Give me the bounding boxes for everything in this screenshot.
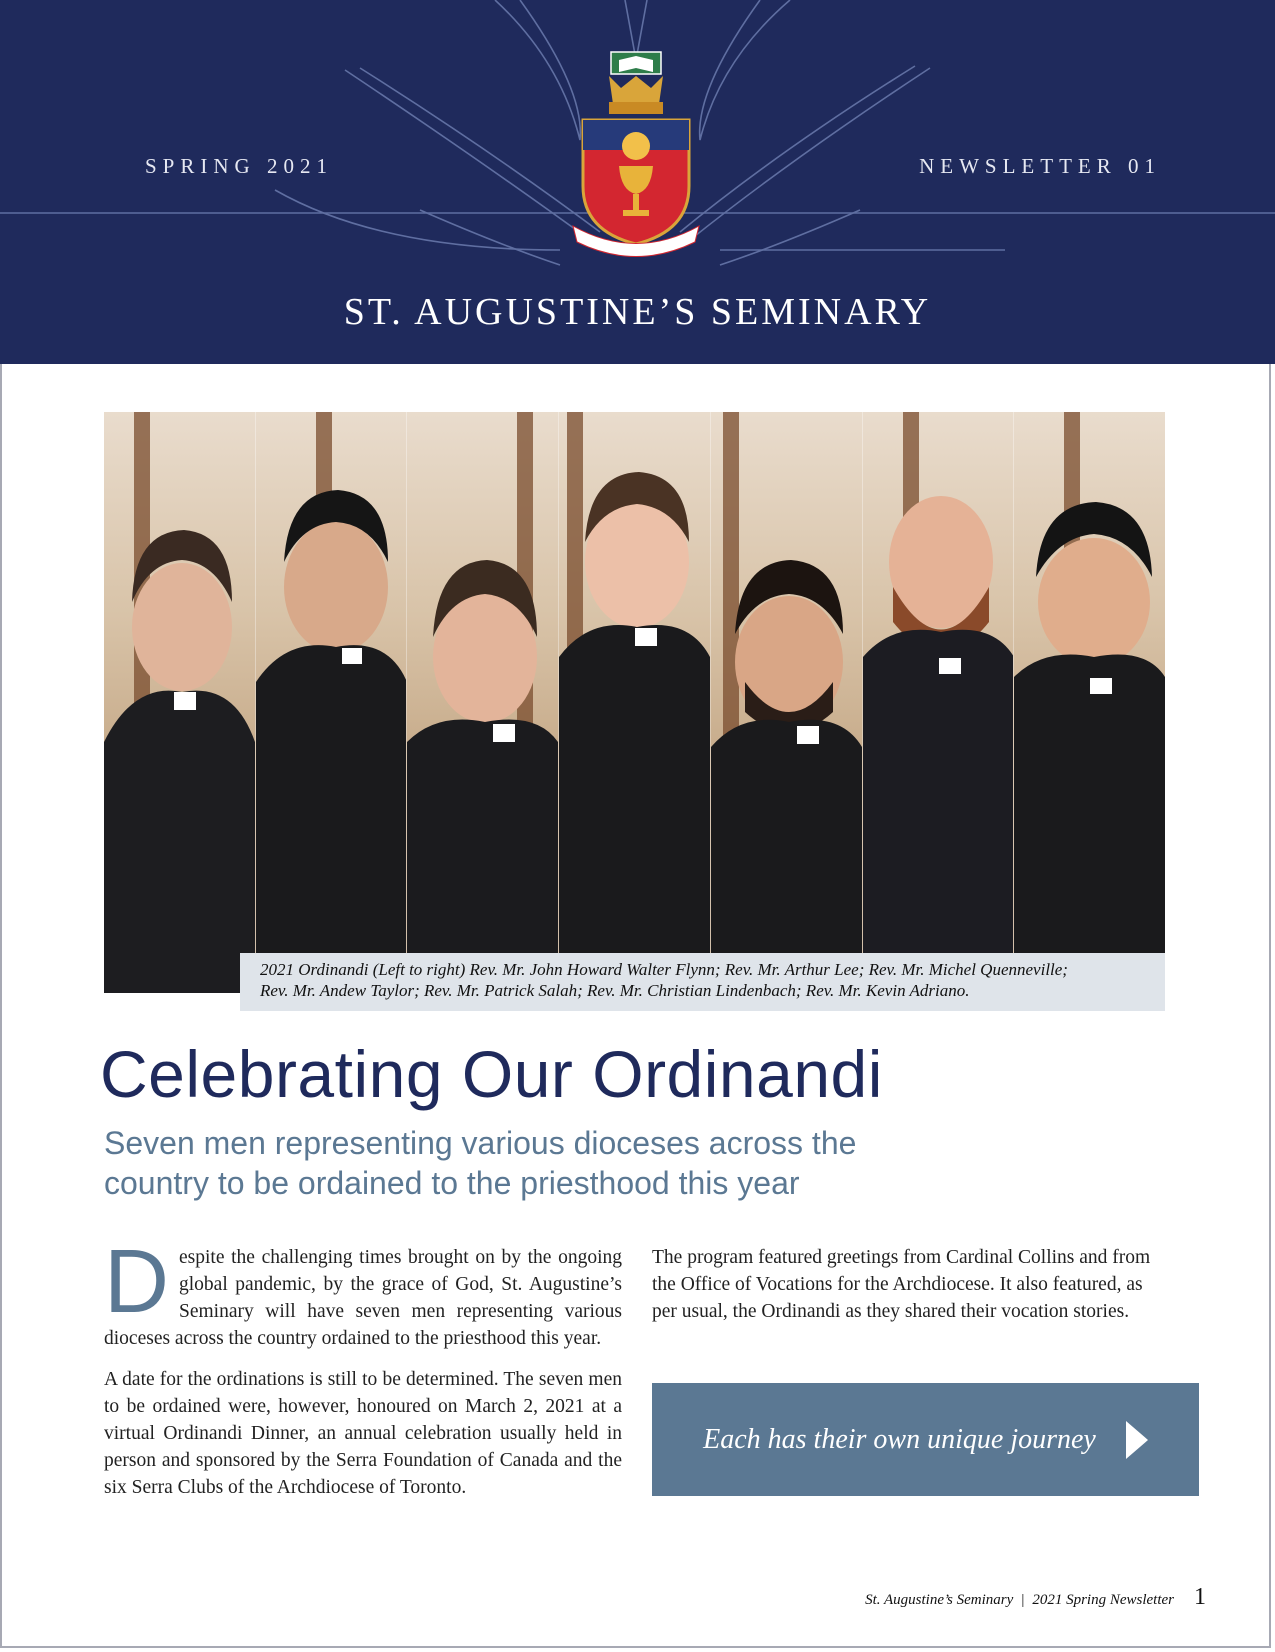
article-subheadline [104,1123,1004,1203]
portrait-panel [1014,412,1165,993]
caption-line: Rev. Mr. Andew Taylor; Rev. Mr. Patrick Salah; Rev. Mr. Christian Lindenbach; Rev. Mr. Kevin Adriano. [260,981,970,1000]
article-column-left [104,1232,622,1515]
person-silhouette-icon [1014,412,1165,993]
person-silhouette-icon [863,412,1014,993]
article-column-right [652,1244,1170,1339]
footer-separator: | [1021,1592,1025,1608]
portrait-panel [711,412,863,993]
article-paragraph: A date for the ordinations is still to be determined. The seven men to be ordained were, however, honoured on March 2, 2021 at a virtual Ordinandi Dinner, an annual celebration usually held in person and sponsored by the Serra Foundation of Canada and the six Serra Clubs of the Archdiocese of Toronto. [104,1369,622,1498]
portrait-panel [104,412,256,993]
play-arrow-icon [1126,1421,1148,1459]
person-silhouette-icon [104,412,255,993]
issue-label: SPRING 2021 [145,154,333,178]
drop-cap: D [104,1232,169,1332]
person-silhouette-icon [407,412,558,993]
person-silhouette-icon [711,412,862,993]
article-paragraph [104,1232,622,1352]
subheadline-line: country to be ordained to the priesthood this year [104,1165,800,1201]
portrait-panel [256,412,408,993]
newsletter-number: NEWSLETTER 01 [919,154,1161,178]
school-name: ST. AUGUSTINE’S SEMINARY [343,291,932,333]
article-paragraph: The program featured greetings from Cardinal Collins and from the Office of Vocations for the Archdiocese. It also featured, as per usual, the Ordinandi as they shared their vocation stories. [652,1247,1151,1322]
person-silhouette-icon [559,412,710,993]
unique-journey-button[interactable] [652,1383,1199,1496]
paragraph-text: espite the challenging times brought on by the ongoing global pandemic, by the grace of God, St. Augustine’s Seminary will have seven men representing various dioceses across the country ordained to the priesthood this year. [104,1247,622,1349]
footer-publication: St. Augustine’s Seminary [865,1592,1014,1608]
ordinandi-photo [104,412,1165,993]
footer-issue: 2021 Spring Newsletter [1032,1592,1174,1608]
person-silhouette-icon [256,412,407,993]
portrait-panel [407,412,559,993]
portrait-panel [559,412,711,993]
subheadline-line: Seven men representing various dioceses across the [104,1125,857,1161]
caption-line: 2021 Ordinandi (Left to right) Rev. Mr. John Howard Walter Flynn; Rev. Mr. Arthur Lee; Rev. Mr. Michel Quenneville; [260,960,1068,979]
page-number: 1 [1194,1584,1206,1610]
photo-caption [240,953,1165,1011]
article-headline: Celebrating Our Ordinandi [100,1037,883,1111]
seminary-crest-icon [571,46,701,261]
portrait-panel [863,412,1015,993]
journey-button-label: Each has their own unique journey [703,1423,1096,1455]
page-footer [865,1584,1206,1611]
masthead [0,0,1275,364]
